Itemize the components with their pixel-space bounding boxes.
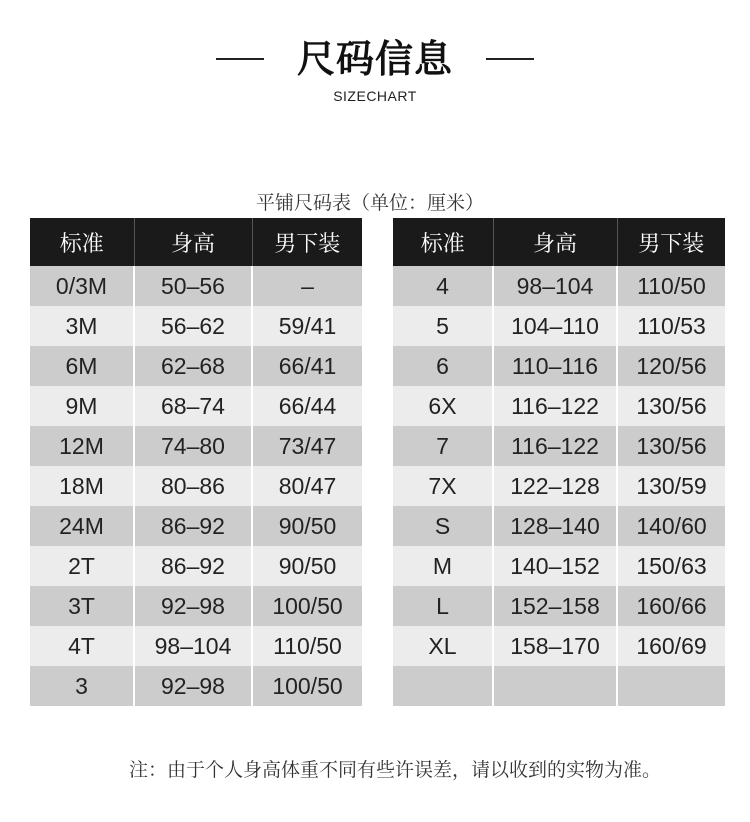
column-header-mens-bottoms: 男下装 bbox=[252, 218, 362, 266]
cell-mens-bottoms: 130/59 bbox=[617, 466, 725, 506]
size-table-right-body bbox=[393, 266, 725, 706]
cell-standard: 2T bbox=[30, 546, 134, 586]
cell-standard: 3M bbox=[30, 306, 134, 346]
cell-mens-bottoms: 100/50 bbox=[252, 586, 362, 626]
cell-mens-bottoms: 160/69 bbox=[617, 626, 725, 666]
cell-height: 116–122 bbox=[493, 386, 617, 426]
cell-mens-bottoms: 59/41 bbox=[252, 306, 362, 346]
cell-height: 92–98 bbox=[134, 586, 252, 626]
table-row bbox=[30, 346, 362, 386]
cell-standard: 18M bbox=[30, 466, 134, 506]
cell-mens-bottoms: 73/47 bbox=[252, 426, 362, 466]
table-row bbox=[30, 666, 362, 706]
cell-standard: 4T bbox=[30, 626, 134, 666]
cell-standard: 5 bbox=[393, 306, 493, 346]
cell-height: 68–74 bbox=[134, 386, 252, 426]
column-header-height: 身高 bbox=[134, 218, 252, 266]
cell-height: 152–158 bbox=[493, 586, 617, 626]
cell-mens-bottoms: 160/66 bbox=[617, 586, 725, 626]
cell-mens-bottoms: 120/56 bbox=[617, 346, 725, 386]
size-table-left-body bbox=[30, 266, 362, 706]
column-header-standard: 标准 bbox=[30, 218, 134, 266]
table-row bbox=[393, 426, 725, 466]
cell-mens-bottoms: 90/50 bbox=[252, 546, 362, 586]
table-row bbox=[393, 466, 725, 506]
cell-standard: 12M bbox=[30, 426, 134, 466]
column-header-mens-bottoms: 男下装 bbox=[617, 218, 725, 266]
cell-height: 122–128 bbox=[493, 466, 617, 506]
table-row bbox=[30, 266, 362, 306]
cell-mens-bottoms: 110/50 bbox=[617, 266, 725, 306]
cell-height: 62–68 bbox=[134, 346, 252, 386]
cell-standard bbox=[393, 666, 493, 706]
cell-height: 56–62 bbox=[134, 306, 252, 346]
table-row bbox=[393, 666, 725, 706]
cell-mens-bottoms: 130/56 bbox=[617, 426, 725, 466]
table-row bbox=[393, 386, 725, 426]
cell-height: 158–170 bbox=[493, 626, 617, 666]
cell-mens-bottoms: 100/50 bbox=[252, 666, 362, 706]
table-row bbox=[30, 426, 362, 466]
table-row bbox=[30, 586, 362, 626]
header bbox=[0, 36, 750, 108]
cell-mens-bottoms: 140/60 bbox=[617, 506, 725, 546]
cell-standard: 6 bbox=[393, 346, 493, 386]
cell-height: 116–122 bbox=[493, 426, 617, 466]
title-divider-right bbox=[486, 58, 534, 60]
table-row bbox=[30, 386, 362, 426]
table-header-row bbox=[393, 218, 725, 266]
cell-height: 80–86 bbox=[134, 466, 252, 506]
cell-standard: 9M bbox=[30, 386, 134, 426]
cell-mens-bottoms: 110/53 bbox=[617, 306, 725, 346]
cell-standard: L bbox=[393, 586, 493, 626]
cell-standard: 3T bbox=[30, 586, 134, 626]
cell-mens-bottoms: – bbox=[252, 266, 362, 306]
cell-height: 128–140 bbox=[493, 506, 617, 546]
cell-standard: 6M bbox=[30, 346, 134, 386]
cell-standard: 7X bbox=[393, 466, 493, 506]
table-row bbox=[393, 346, 725, 386]
table-row bbox=[393, 586, 725, 626]
cell-standard: 7 bbox=[393, 426, 493, 466]
cell-standard: M bbox=[393, 546, 493, 586]
cell-height: 98–104 bbox=[493, 266, 617, 306]
cell-height: 86–92 bbox=[134, 546, 252, 586]
table-row bbox=[393, 626, 725, 666]
cell-standard: XL bbox=[393, 626, 493, 666]
cell-height: 50–56 bbox=[134, 266, 252, 306]
cell-height: 74–80 bbox=[134, 426, 252, 466]
cell-standard: 4 bbox=[393, 266, 493, 306]
cell-standard: 0/3M bbox=[30, 266, 134, 306]
cell-height: 86–92 bbox=[134, 506, 252, 546]
table-row bbox=[30, 506, 362, 546]
column-header-standard: 标准 bbox=[393, 218, 493, 266]
cell-mens-bottoms bbox=[617, 666, 725, 706]
table-row bbox=[30, 546, 362, 586]
cell-mens-bottoms: 90/50 bbox=[252, 506, 362, 546]
cell-height bbox=[493, 666, 617, 706]
cell-mens-bottoms: 66/44 bbox=[252, 386, 362, 426]
cell-mens-bottoms: 66/41 bbox=[252, 346, 362, 386]
cell-height: 104–110 bbox=[493, 306, 617, 346]
table-row bbox=[393, 506, 725, 546]
table-caption: 平铺尺码表（单位：厘米） bbox=[255, 192, 484, 214]
column-header-height: 身高 bbox=[493, 218, 617, 266]
footnote: 注：由于个人身高体重不同有些许误差，请以收到的实物为准。 bbox=[128, 759, 661, 781]
cell-height: 140–152 bbox=[493, 546, 617, 586]
cell-standard: 24M bbox=[30, 506, 134, 546]
cell-standard: 3 bbox=[30, 666, 134, 706]
table-row bbox=[393, 306, 725, 346]
cell-mens-bottoms: 130/56 bbox=[617, 386, 725, 426]
cell-standard: S bbox=[393, 506, 493, 546]
cell-mens-bottoms: 80/47 bbox=[252, 466, 362, 506]
page-title: 尺码信息 bbox=[296, 37, 453, 81]
table-row bbox=[30, 466, 362, 506]
cell-mens-bottoms: 150/63 bbox=[617, 546, 725, 586]
cell-height: 98–104 bbox=[134, 626, 252, 666]
cell-standard: 6X bbox=[393, 386, 493, 426]
table-row bbox=[393, 546, 725, 586]
table-row bbox=[393, 266, 725, 306]
table-row bbox=[30, 306, 362, 346]
table-row bbox=[30, 626, 362, 666]
cell-height: 110–116 bbox=[493, 346, 617, 386]
cell-mens-bottoms: 110/50 bbox=[252, 626, 362, 666]
table-header-row bbox=[30, 218, 362, 266]
size-table-left bbox=[30, 218, 362, 706]
size-table-right bbox=[393, 218, 725, 706]
cell-height: 92–98 bbox=[134, 666, 252, 706]
page-subtitle: SIZECHART bbox=[333, 88, 417, 104]
